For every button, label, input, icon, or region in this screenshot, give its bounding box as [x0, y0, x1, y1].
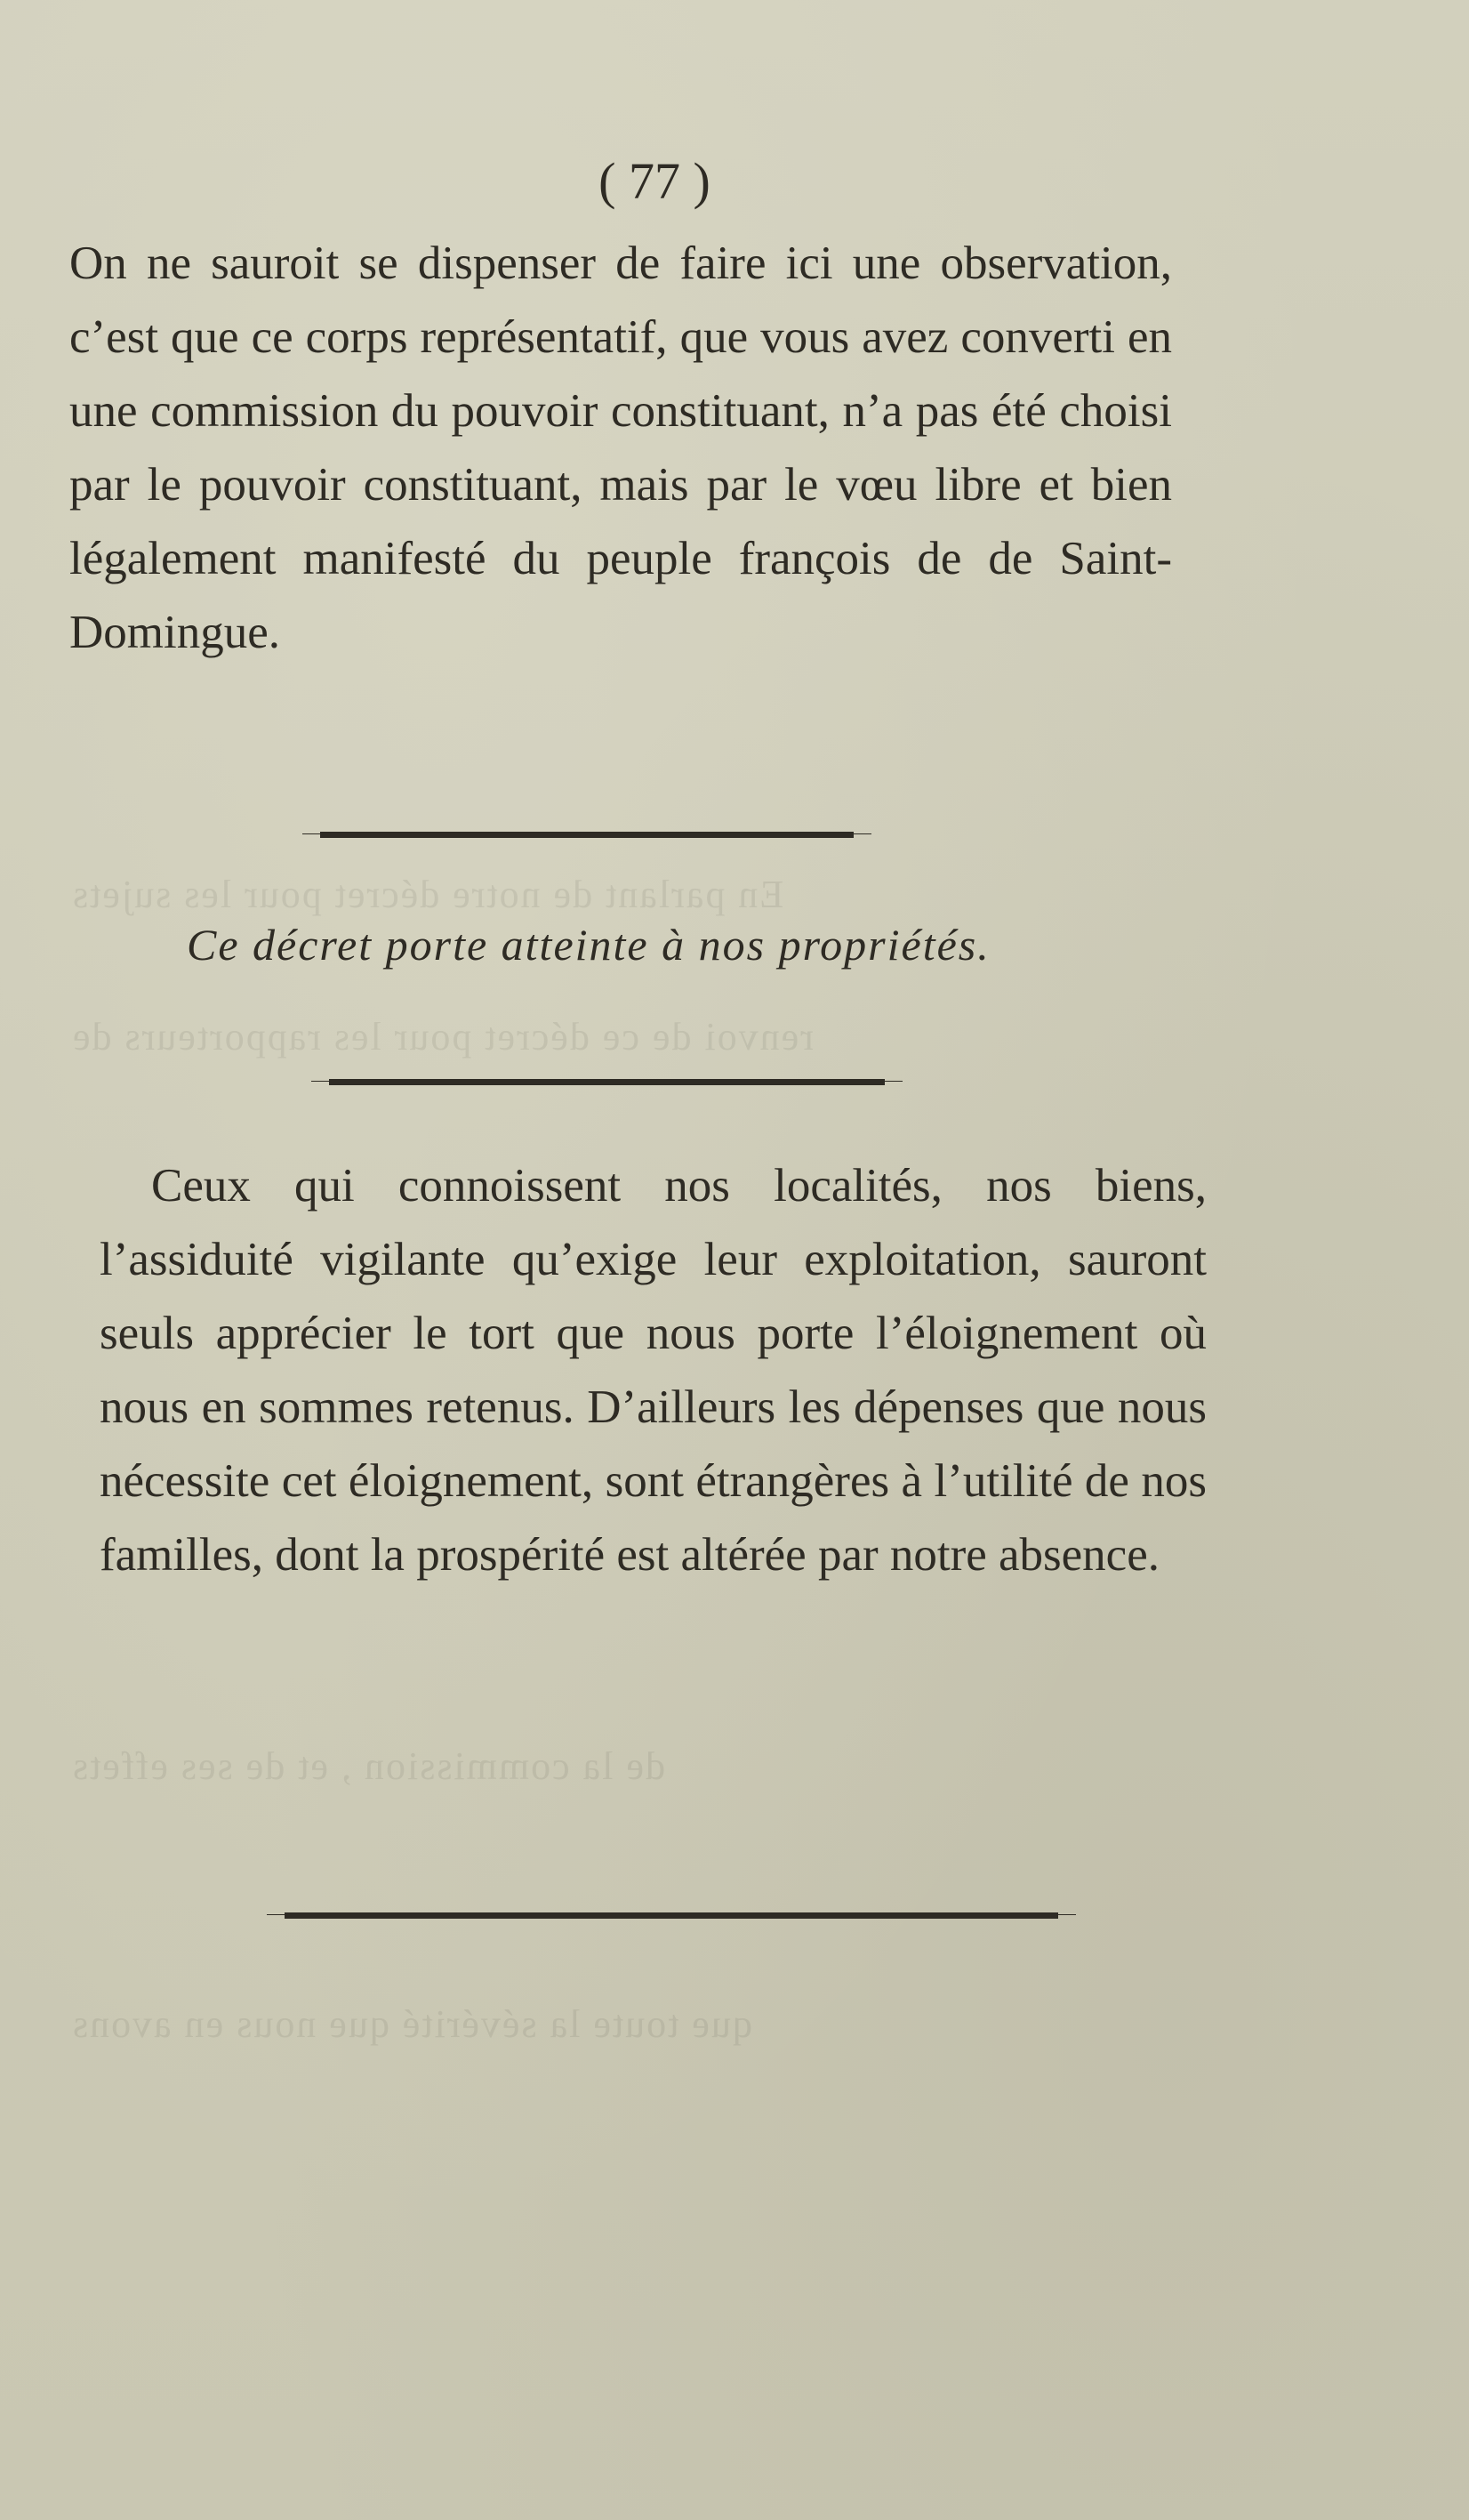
page-number: ( 77 )	[598, 152, 710, 210]
bleed-through-text: que toute la sévérité que nous en avons	[71, 2002, 752, 2046]
paragraph-localities	[100, 1149, 1207, 1592]
paragraph-observation: On ne sauroit se dispenser de faire ici une observation, c’est que ce corps représentatif, que vous avez converti en une commission du pouvoir constituant, n’a pas été choisi par le pouvoir constituant, mais par le vœu libre et bien légalement manifesté du peuple françois de de Saint-Domingue.	[69, 238, 1172, 658]
bleed-through-text: de la commission , et de ses effets	[71, 1744, 665, 1788]
bleed-through-text: renvoi de ce décret pour les rapporteurs de	[71, 1015, 814, 1059]
horizontal-rule	[329, 1079, 885, 1085]
bleed-through-text: En parlant de notre décret pour les sujets	[71, 873, 784, 916]
horizontal-rule	[285, 1912, 1058, 1919]
horizontal-rule	[320, 832, 854, 838]
section-heading: Ce décret porte atteinte à nos propriétés.	[187, 920, 991, 970]
paragraph-localities-text: Ceux qui connoissent nos localités, nos biens, l’assiduité vigilante qu’exige leur exploitation, sauront seuls apprécier le tort que nous porte l’éloignement où nous en sommes retenus. D’ailleurs les dépenses que nous nécessite cet éloignement, sont étrangères à l’utilité de nos familles, dont la prospérité est altérée par notre absence.	[100, 1160, 1207, 1581]
